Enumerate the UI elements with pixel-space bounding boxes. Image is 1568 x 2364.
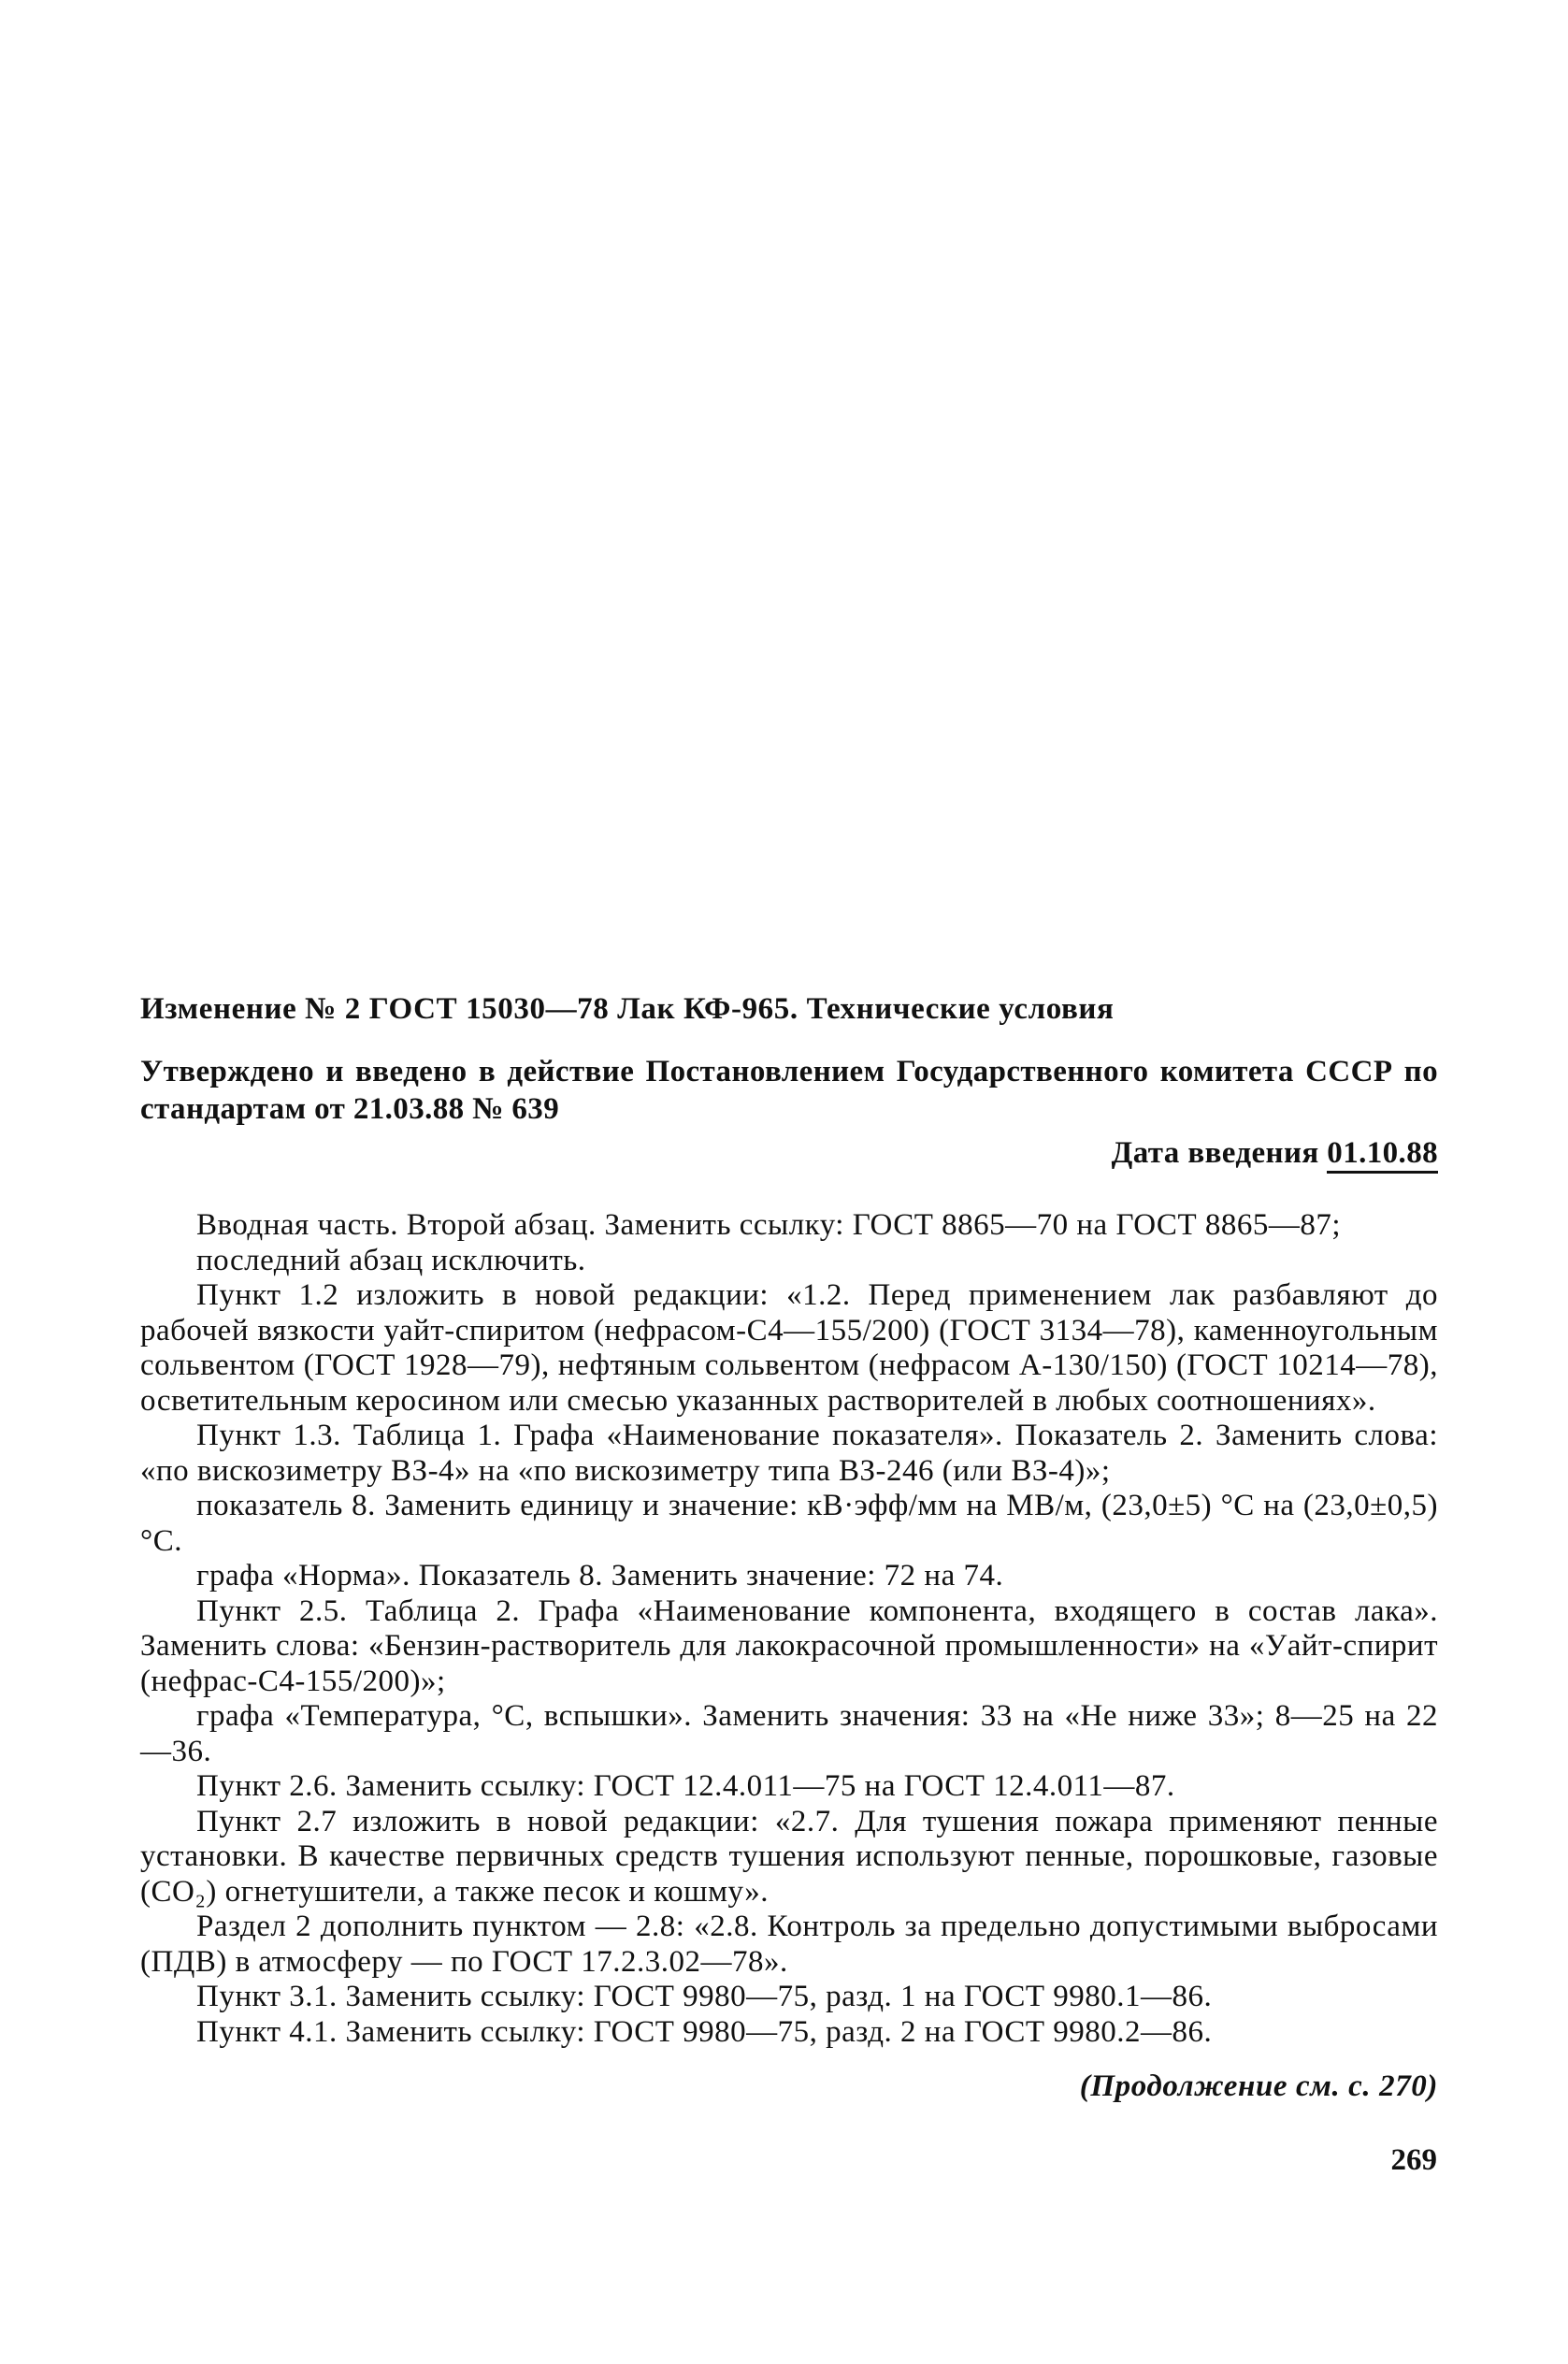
paragraph: Пункт 1.2 изложить в новой редакции: «1.2. Перед применением лак разбавляют до рабочей вязкости уайт-спиритом (нефрасом-С4—155/200) (ГОСТ 3134—78), каменноугольным сольвентом (ГОСТ 1928—79), нефтяным сольвентом (нефрасом А-130/150) (ГОСТ 10214—78), осветительным керосином или смесью указанных растворителей в любых соотношениях». [140, 1278, 1438, 1418]
paragraph: Пункт 1.3. Таблица 1. Графа «Наименование показателя». Показатель 2. Заменить слова: «по вискозиметру ВЗ-4» на «по вискозиметру типа ВЗ-246 (или ВЗ-4)»; [140, 1419, 1438, 1488]
continuation-note: (Продолжение см. с. 270) [1079, 2069, 1438, 2103]
effective-date [140, 1133, 1438, 1173]
paragraph: графа «Норма». Показатель 8. Заменить значение: 72 на 74. [196, 1559, 1004, 1593]
paragraph: Вводная часть. Второй абзац. Заменить ссылку: ГОСТ 8865—70 на ГОСТ 8865—87; [196, 1208, 1342, 1242]
paragraph: Пункт 2.6. Заменить ссылку: ГОСТ 12.4.011—75 на ГОСТ 12.4.011—87. [196, 1769, 1175, 1803]
paragraph: Пункт 2.7 изложить в новой редакции: «2.7. Для тушения пожара применяют пенные установки. В качестве первичных средств тушения используют пенные, порошковые, газовые (СО₂) огнетушители, а также песок и кошму». [140, 1804, 1438, 1909]
page-number: 269 [1390, 2143, 1437, 2177]
paragraph: последний абзац исключить. [196, 1243, 586, 1277]
paragraph: Пункт 4.1. Заменить ссылку: ГОСТ 9980—75, разд. 2 на ГОСТ 9980.2—86. [196, 2014, 1213, 2049]
paragraph: Пункт 3.1. Заменить ссылку: ГОСТ 9980—75, разд. 1 на ГОСТ 9980.1—86. [196, 1980, 1213, 2013]
document-title: Изменение № 2 ГОСТ 15030—78 Лак КФ-965. Технические условия [140, 992, 1115, 1026]
amendment-body [140, 1208, 1438, 2050]
paragraph: графа «Температура, °С, вспышки». Заменить значения: 33 на «Не ниже 33»; 8—25 на 22—36. [140, 1699, 1438, 1768]
effective-date-value: 01.10.88 [1327, 1136, 1438, 1174]
effective-date-label: Дата введения [1111, 1136, 1319, 1170]
paragraph: показатель 8. Заменить единицу и значение: кВ·эфф/мм на МВ/м, (23,0±5) °С на (23,0±0,5) °С. [140, 1489, 1438, 1558]
document-page [140, 989, 1438, 2106]
paragraph: Раздел 2 дополнить пунктом — 2.8: «2.8. Контроль за предельно допустимыми выбросами (ПДВ) в атмосферу — по ГОСТ 17.2.3.02—78». [140, 1910, 1438, 1979]
paragraph: Пункт 2.5. Таблица 2. Графа «Наименование компонента, входящего в состав лака». Заменить слова: «Бензин-растворитель для лакокрасочной промышленности» на «Уайт-спирит (нефрас-С4-155/200)»; [140, 1593, 1438, 1698]
approval-statement: Утверждено и введено в действие Постановлением Государственного комитета СССР по стандартам от 21.03.88 № 639 [140, 1055, 1438, 1126]
